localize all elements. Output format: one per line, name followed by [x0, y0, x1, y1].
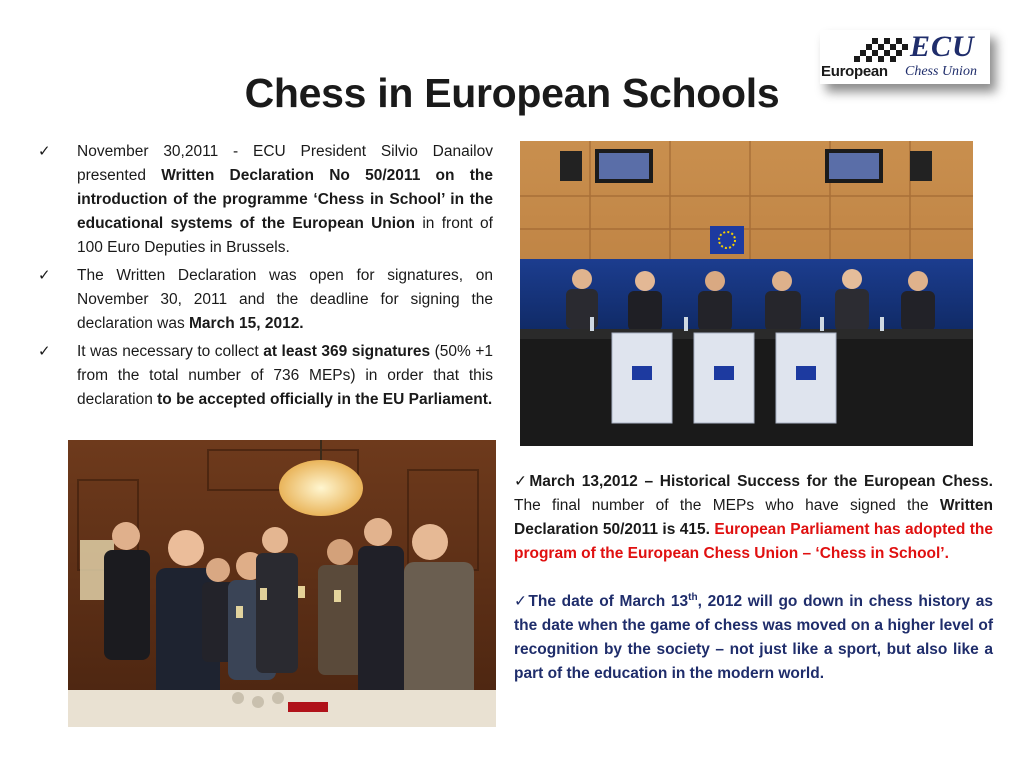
bullet-item: [38, 264, 493, 336]
history-paragraph: [514, 590, 993, 686]
bullet-text: November 30,2011 - ECU President Silvio Danailov presented: [77, 143, 493, 184]
bullet-text-bold: at least 369 signatures: [263, 343, 431, 360]
checkmark-icon: ✓: [38, 343, 51, 360]
slide-title: Chess in European Schools: [244, 70, 780, 116]
checkmark-icon: ✓: [38, 267, 51, 284]
success-heading: March 13,2012 – Historical Success for the European Chess.: [529, 473, 993, 490]
bullet-item: [38, 140, 493, 260]
checkmark-icon: ✓: [514, 593, 529, 610]
bullet-item: [38, 340, 493, 412]
checkerboard-icon: [846, 36, 908, 64]
success-adopted-text: European Parliament has adopted the program of the European Chess Union – ‘Chess in School’.: [514, 521, 993, 562]
bullet-text-bold: Written Declaration No 50/2011 on the introduction of the programme ‘Chess in School’ in the educational systems of the European Union: [77, 167, 493, 232]
bullet-text-bold: to be accepted officially in the EU Parliament.: [157, 391, 493, 408]
logo-word-european: European: [821, 63, 888, 80]
history-text-a: The date of March 13: [528, 593, 689, 610]
bullet-text: It was necessary to collect: [77, 343, 264, 360]
history-text-b: , 2012 will go down in chess history as the date when the game of chess was moved on a higher level of recognition by the society – not just like a sport, but also like a part of the education in the modern world.: [514, 593, 993, 682]
bullet-list: [38, 140, 493, 416]
logo-mark: ECU: [910, 30, 975, 63]
bullet-text: The Written Declaration was open for signatures, on November 30, 2011 and the deadline for signing the declaration was: [77, 267, 493, 332]
success-text: The final number of the MEPs who have signed the: [514, 497, 940, 514]
bullet-text: (50% +1 from the total number of 736 MEPs) in order that this declaration: [77, 343, 493, 408]
press-conference-photo: [520, 141, 973, 446]
bullet-text: in front of 100 Euro Deputies in Brussels.: [77, 215, 493, 256]
checkmark-icon: ✓: [514, 473, 530, 490]
logo-word-chess-union: Chess Union: [905, 64, 977, 79]
success-paragraph: [514, 470, 993, 566]
celebration-toast-photo: [68, 440, 496, 727]
right-text-block: [514, 470, 993, 686]
success-declaration: Written Declaration 50/2011 is 415.: [514, 497, 993, 538]
bullet-text-bold: March 15, 2012.: [189, 315, 304, 332]
history-sup: th: [688, 591, 698, 603]
checkmark-icon: ✓: [38, 143, 51, 160]
